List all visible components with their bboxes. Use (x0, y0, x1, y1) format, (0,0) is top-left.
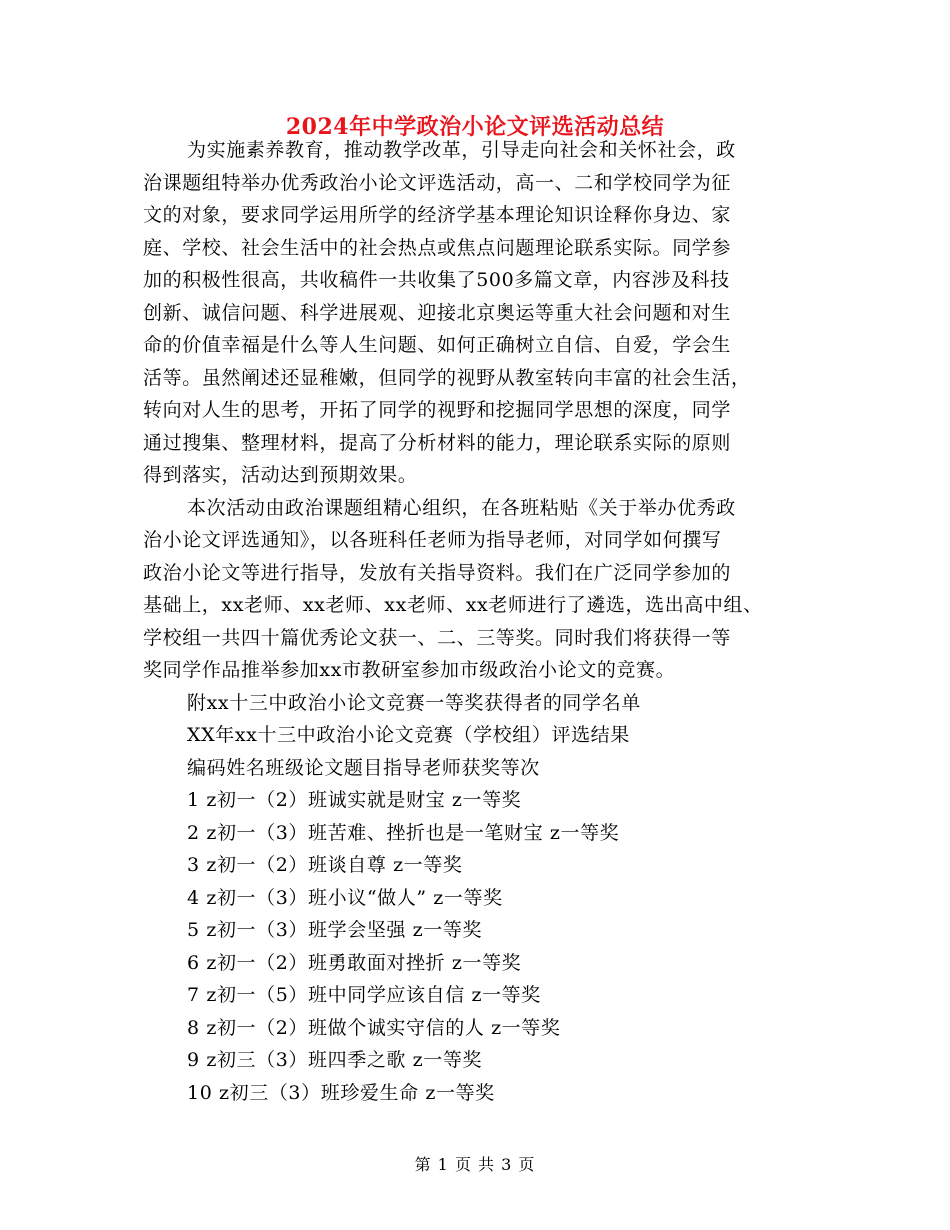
document-title: 2024年中学政治小论文评选活动总结 (285, 114, 665, 140)
award-row: 6 z初一（2）班勇敢面对挫折 z一等奖 (187, 951, 522, 974)
appendix-note: 附xx十三中政治小论文竞赛一等奖获得者的同学名单 (187, 691, 641, 714)
text-line: 文的对象，要求同学运用所学的经济学基本理论知识诠释你身边、家 (143, 204, 732, 226)
award-row: 1 z初一（2）班诚实就是财宝 z一等奖 (187, 789, 522, 811)
award-row: 4 z初一（3）班小议“做人” z一等奖 (187, 886, 503, 909)
text-line: 转向对人生的思考，开拓了同学的视野和挖掘同学思想的深度，同学 (143, 399, 732, 421)
page-footer: 第 1 页 共 3 页 (414, 1155, 536, 1174)
paragraph-2 (143, 492, 823, 687)
document-body (143, 134, 823, 1109)
results-title: XX年xx十三中政治小论文竞赛（学校组）评选结果 (187, 724, 630, 746)
text-line: 为实施素养教育，推动教学改革，引导走向社会和关怀社会，政 (187, 139, 736, 161)
award-row: 7 z初一（5）班中同学应该自信 z一等奖 (187, 984, 541, 1006)
text-line: 奖同学作品推举参加xx市教研室参加市级政治小论文的竞赛。 (143, 659, 676, 681)
award-row: 10 z初三（3）班珍爱生命 z一等奖 (187, 1081, 495, 1104)
paragraph-1 (143, 134, 823, 492)
text-line: 学校组一共四十篇优秀论文获一、二、三等奖。同时我们将获得一等 (143, 626, 732, 649)
award-list (143, 784, 823, 1109)
award-row: 3 z初一（2）班谈自尊 z一等奖 (187, 854, 463, 876)
award-row: 8 z初一（2）班做个诚实守信的人 z一等奖 (187, 1016, 561, 1039)
text-line: 治小论文评选通知》，以各班科任老师为指导老师，对同学如何撰写 (143, 529, 722, 551)
award-row: 9 z初三（3）班四季之歌 z一等奖 (187, 1049, 483, 1071)
text-line: 治课题组特举办优秀政治小论文评选活动，高一、二和学校同学为征 (143, 171, 732, 194)
text-line: 加的积极性很高，共收稿件一共收集了500多篇文章，内容涉及科技 (143, 269, 730, 291)
text-line: 本次活动由政治课题组精心组织，在各班粘贴《关于举办优秀政 (187, 496, 736, 519)
text-line: 基础上，xx老师、xx老师、xx老师、xx老师进行了遴选，选出高中组、 (143, 594, 763, 616)
text-line: 创新、诚信问题、科学进展观、迎接北京奥运等重大社会问题和对生 (143, 301, 732, 324)
award-row: 2 z初一（3）班苦难、挫折也是一笔财宝 z一等奖 (187, 821, 620, 844)
award-row: 5 z初一（3）班学会坚强 z一等奖 (187, 919, 483, 941)
text-line: 命的价值幸福是什么等人生问题、如何正确树立自信、自爱，学会生 (143, 334, 732, 356)
text-line: 活等。虽然阐述还显稚嫩，但同学的视野从教室转向丰富的社会生活， (143, 366, 751, 389)
text-line: 得到落实，活动达到预期效果。 (143, 464, 418, 486)
text-line: 政治小论文等进行指导，发放有关指导资料。我们在广泛同学参加的 (143, 561, 732, 584)
table-header: 编码姓名班级论文题目指导老师获奖等次 (187, 756, 540, 779)
text-line: 通过搜集、整理材料，提高了分析材料的能力，理论联系实际的原则 (143, 431, 732, 454)
text-line: 庭、学校、社会生活中的社会热点或焦点问题理论联系实际。同学参 (143, 236, 732, 259)
